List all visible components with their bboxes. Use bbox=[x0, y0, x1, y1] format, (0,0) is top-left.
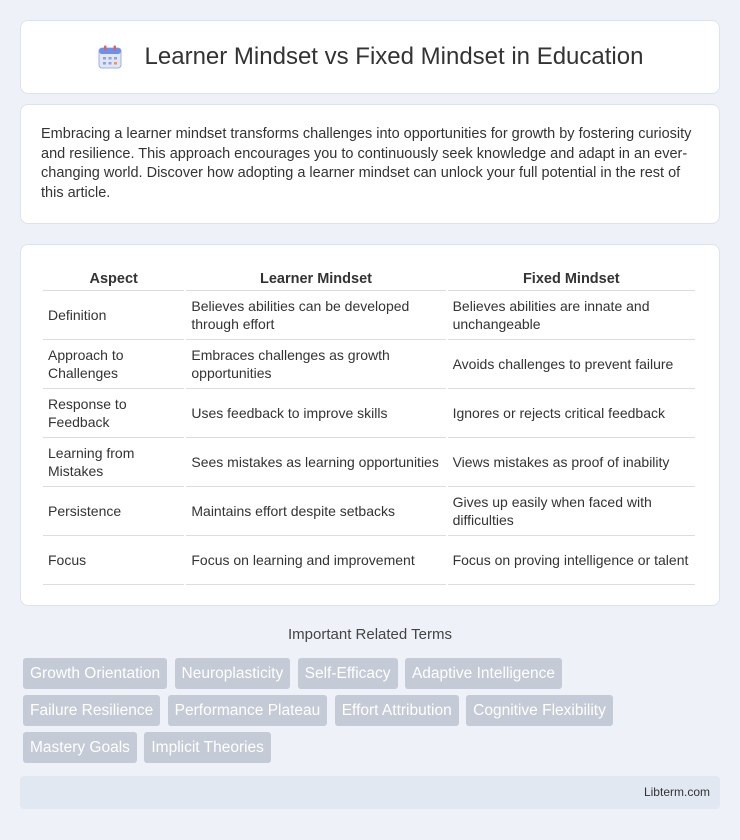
table-cell: Believes abilities are innate and unchangeable bbox=[448, 291, 695, 340]
table-cell: Maintains effort despite setbacks bbox=[186, 487, 445, 536]
column-header-fixed: Fixed Mindset bbox=[448, 265, 695, 291]
table-row bbox=[43, 291, 695, 340]
page-title: Learner Mindset vs Fixed Mindset in Education bbox=[144, 43, 644, 70]
table-row bbox=[43, 536, 695, 585]
table-cell: Learning from Mistakes bbox=[43, 438, 184, 487]
footer bbox=[20, 776, 720, 809]
table-cell: Uses feedback to improve skills bbox=[186, 389, 445, 438]
table-cell: Focus on proving intelligence or talent bbox=[448, 536, 695, 585]
comparison-table-card bbox=[20, 244, 720, 606]
table-cell: Embraces challenges as growth opportunities bbox=[186, 340, 445, 389]
table-cell: Definition bbox=[43, 291, 184, 340]
related-term-tag[interactable]: Performance Plateau bbox=[168, 695, 328, 726]
table-cell: Focus bbox=[43, 536, 184, 585]
table-cell: Avoids challenges to prevent failure bbox=[448, 340, 695, 389]
column-header-learner: Learner Mindset bbox=[186, 265, 445, 291]
comparison-table bbox=[41, 265, 697, 585]
table-cell: Response to Feedback bbox=[43, 389, 184, 438]
column-header-aspect: Aspect bbox=[43, 265, 184, 291]
related-terms-list bbox=[23, 658, 723, 769]
table-cell: Ignores or rejects critical feedback bbox=[448, 389, 695, 438]
table-header-row bbox=[43, 265, 695, 291]
related-term-tag[interactable]: Neuroplasticity bbox=[175, 658, 291, 689]
table-row bbox=[43, 487, 695, 536]
header-card bbox=[20, 20, 720, 94]
related-term-tag[interactable]: Growth Orientation bbox=[23, 658, 167, 689]
table-row bbox=[43, 389, 695, 438]
intro-card bbox=[20, 104, 720, 224]
table-cell: Gives up easily when faced with difficulties bbox=[448, 487, 695, 536]
table-row bbox=[43, 438, 695, 487]
table-cell: Focus on learning and improvement bbox=[186, 536, 445, 585]
intro-text: Embracing a learner mindset transforms challenges into opportunities for growth by fostering curiosity and resilience. This approach encourages you to continuously seek knowledge and adapt in an ever-changing world. Discover how adopting a learner mindset can unlock your full potential in the rest of this article. bbox=[41, 126, 692, 201]
related-term-tag[interactable]: Cognitive Flexibility bbox=[466, 695, 613, 726]
table-cell: Sees mistakes as learning opportunities bbox=[186, 438, 445, 487]
related-term-tag[interactable]: Effort Attribution bbox=[335, 695, 459, 726]
table-row bbox=[43, 340, 695, 389]
calendar-icon bbox=[97, 44, 123, 70]
related-term-tag[interactable]: Self-Efficacy bbox=[298, 658, 398, 689]
table-cell: Believes abilities can be developed through effort bbox=[186, 291, 445, 340]
table-cell: Approach to Challenges bbox=[43, 340, 184, 389]
footer-site-link[interactable]: Libterm.com bbox=[643, 785, 710, 799]
related-term-tag[interactable]: Failure Resilience bbox=[23, 695, 160, 726]
related-term-tag[interactable]: Mastery Goals bbox=[23, 732, 137, 763]
related-terms-title: Important Related Terms bbox=[288, 626, 452, 643]
table-cell: Persistence bbox=[43, 487, 184, 536]
related-term-tag[interactable]: Implicit Theories bbox=[144, 732, 271, 763]
table-cell: Views mistakes as proof of inability bbox=[448, 438, 695, 487]
related-term-tag[interactable]: Adaptive Intelligence bbox=[405, 658, 562, 689]
